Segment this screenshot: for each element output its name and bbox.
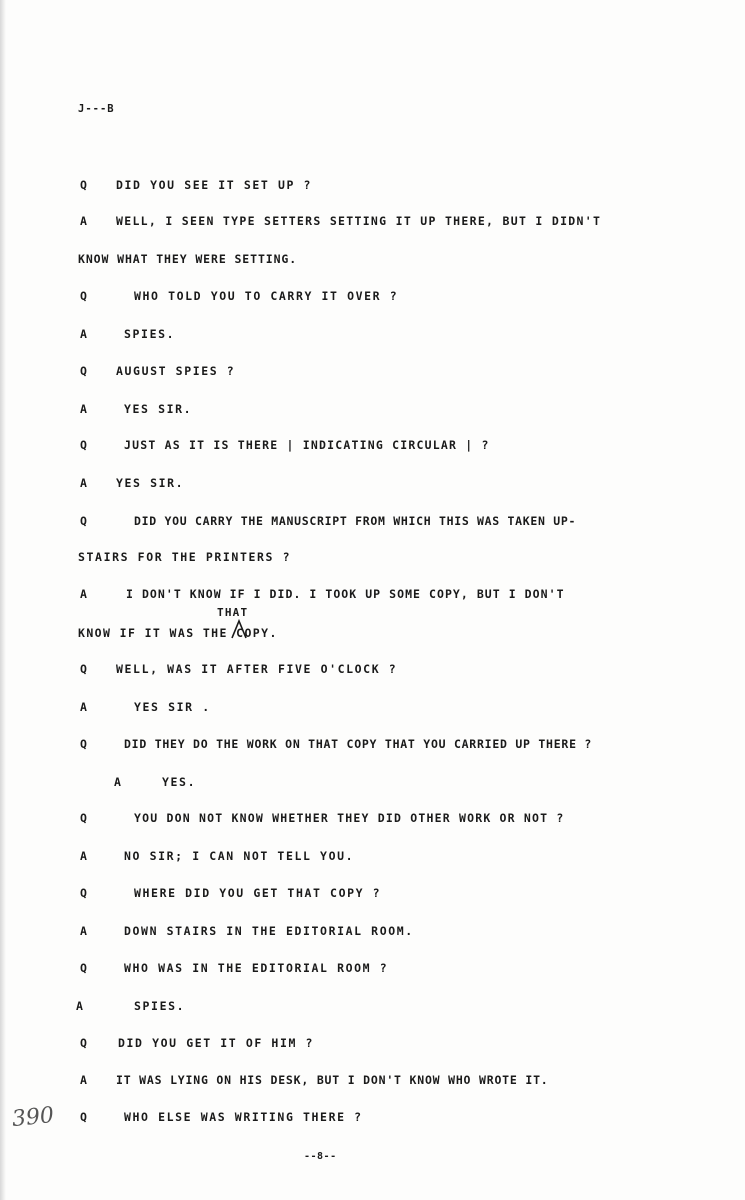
- speaker-label: Q: [80, 438, 87, 452]
- transcript-line: KNOW IF IT WAS THE COPY.: [78, 626, 278, 640]
- transcript-line: WELL, I SEEN TYPE SETTERS SETTING IT UP THERE, BUT I DIDN'T: [116, 214, 602, 228]
- speaker-label: Q: [80, 1036, 87, 1050]
- transcript-line: WELL, WAS IT AFTER FIVE O'CLOCK ?: [116, 662, 398, 676]
- speaker-label: A: [76, 999, 83, 1013]
- header-code: J---B: [78, 103, 115, 115]
- transcript-line: WHO TOLD YOU TO CARRY IT OVER ?: [134, 289, 399, 303]
- speaker-label: Q: [80, 1110, 87, 1124]
- transcript-line: YES.: [162, 775, 197, 789]
- speaker-label: Q: [80, 514, 87, 528]
- speaker-label: A: [80, 587, 87, 601]
- speaker-label: Q: [80, 178, 87, 192]
- transcript-line: KNOW WHAT THEY WERE SETTING.: [78, 252, 298, 266]
- page-edge-shadow: [0, 0, 6, 1200]
- speaker-label: A: [80, 1073, 87, 1087]
- transcript-line: I DON'T KNOW IF I DID. I TOOK UP SOME COPY, BUT I DON'T: [126, 587, 565, 601]
- speaker-label: A: [80, 214, 87, 228]
- speaker-label: Q: [80, 961, 87, 975]
- margin-page-number: 390: [10, 1102, 56, 1133]
- transcript-line: DID THEY DO THE WORK ON THAT COPY THAT YOU CARRIED UP THERE ?: [124, 737, 593, 751]
- speaker-label: A: [80, 402, 87, 416]
- speaker-label: Q: [80, 364, 87, 378]
- transcript-line: YES SIR.: [124, 402, 193, 416]
- transcript-line: YOU DON NOT KNOW WHETHER THEY DID OTHER WORK OR NOT ?: [134, 811, 565, 825]
- speaker-label: A: [114, 775, 121, 789]
- speaker-label: Q: [80, 289, 87, 303]
- transcript-line: DOWN STAIRS IN THE EDITORIAL ROOM.: [124, 924, 414, 938]
- transcript-line: YES SIR .: [134, 700, 211, 714]
- transcript-line: IT WAS LYING ON HIS DESK, BUT I DON'T KNOW WHO WROTE IT.: [116, 1073, 549, 1087]
- transcript-line: WHO ELSE WAS WRITING THERE ?: [124, 1110, 363, 1124]
- speaker-label: Q: [80, 737, 87, 751]
- speaker-label: Q: [80, 886, 87, 900]
- transcript-line: DID YOU SEE IT SET UP ?: [116, 178, 313, 192]
- speaker-label: Q: [80, 811, 87, 825]
- speaker-label: A: [80, 327, 87, 341]
- transcript-line: DID YOU GET IT OF HIM ?: [118, 1036, 315, 1050]
- speaker-label: A: [80, 849, 87, 863]
- transcript-line: YES SIR.: [116, 476, 185, 490]
- transcript-line: WHO WAS IN THE EDITORIAL ROOM ?: [124, 961, 389, 975]
- transcript-line: AUGUST SPIES ?: [116, 364, 236, 378]
- transcript-line: SPIES.: [134, 999, 186, 1013]
- transcript-line: WHERE DID YOU GET THAT COPY ?: [134, 886, 382, 900]
- transcript-line: NO SIR; I CAN NOT TELL YOU.: [124, 849, 355, 863]
- transcript-line: SPIES.: [124, 327, 176, 341]
- transcript-line: DID YOU CARRY THE MANUSCRIPT FROM WHICH THIS WAS TAKEN UP-: [134, 514, 577, 528]
- speaker-label: Q: [80, 662, 87, 676]
- speaker-label: A: [80, 700, 87, 714]
- page-marker: --8--: [304, 1151, 337, 1162]
- transcript-line: JUST AS IT IS THERE | INDICATING CIRCULAR | ?: [124, 438, 490, 452]
- inserted-word: THAT: [217, 606, 249, 619]
- speaker-label: A: [80, 924, 87, 938]
- transcript-line: STAIRS FOR THE PRINTERS ?: [78, 550, 292, 564]
- speaker-label: A: [80, 476, 87, 490]
